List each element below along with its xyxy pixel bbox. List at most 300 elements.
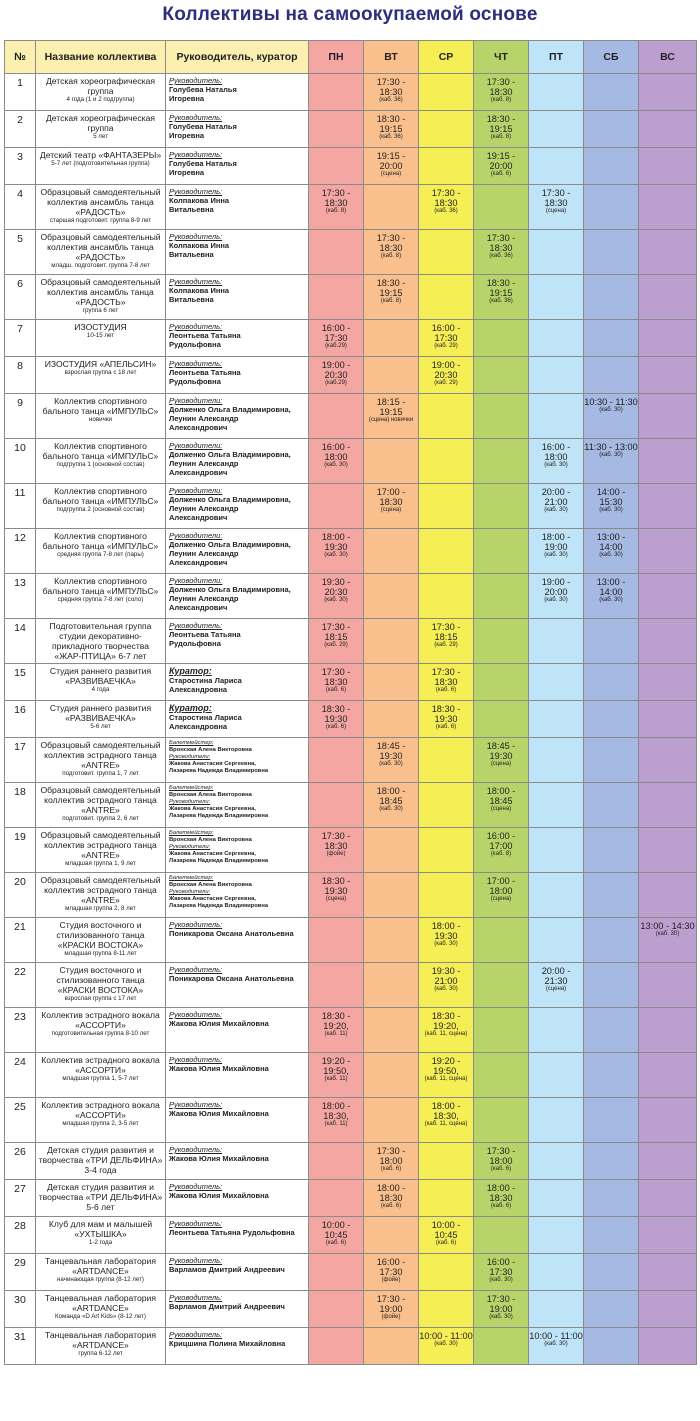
schedule-cell-tue	[364, 1143, 419, 1180]
session-room: (сцена)	[490, 806, 512, 812]
session-time: 17:30 - 18:30	[321, 831, 351, 851]
schedule-cell-sat	[584, 275, 639, 320]
collective-group-info: младшая группа 1, 5-7 лет	[62, 1075, 139, 1082]
session-room: (каб. 11)	[324, 1031, 348, 1037]
schedule-cell-fri	[529, 484, 584, 529]
collective-group-info: 5 лет	[93, 133, 108, 140]
schedule-cell-wed	[419, 1143, 474, 1180]
table-row	[5, 1098, 697, 1143]
schedule-cell-wed	[419, 1254, 474, 1291]
row-number: 31	[5, 1328, 36, 1365]
row-number: 5	[5, 230, 36, 275]
schedule-cell-mon	[309, 111, 364, 148]
session-room: (фойе)	[381, 1314, 401, 1320]
schedule-cell-mon	[309, 1143, 364, 1180]
schedule-cell-thu	[474, 529, 529, 574]
collective-name-cell	[36, 664, 166, 701]
leader-cell	[166, 1008, 309, 1053]
session-room: (каб. 30)	[655, 931, 680, 937]
table-row	[5, 74, 697, 111]
schedule-cell-fri	[529, 230, 584, 275]
schedule-cell-sun	[639, 529, 697, 574]
table-row	[5, 701, 697, 738]
leader-cell	[166, 1217, 309, 1254]
leader-role-label: Руководители:	[169, 844, 211, 850]
leader-cell	[166, 574, 309, 619]
schedule-cell-fri	[529, 574, 584, 619]
collective-name: Образцовый самодеятельный коллектив эстрадного танца «ANTRE»	[40, 785, 161, 815]
collective-name: Коллектив эстрадного вокала «АССОРТИ»	[41, 1055, 160, 1075]
leader-name: Голубева Наталья	[169, 159, 237, 168]
session-time: 20:00 - 21:00	[541, 487, 571, 507]
row-number: 20	[5, 873, 36, 918]
session-time: 19:00 - 20:30	[321, 360, 351, 380]
session-time: 19:00 - 20:00	[541, 577, 571, 597]
schedule-cell-sat	[584, 484, 639, 529]
session-time: 13:00 - 14:30	[640, 921, 695, 931]
collective-name: Танцевальная лаборатория «ARTDANCE»	[44, 1256, 157, 1276]
leader-name: Леонтьева Татьяна Рудольфовна	[169, 1228, 295, 1237]
header-day-sat: СБ	[584, 41, 639, 74]
session-room: (каб. 6)	[435, 724, 457, 730]
session-room: (сцена)	[490, 896, 512, 902]
leader-role-label: Руководитель:	[169, 1055, 223, 1064]
session-time: 17:30 - 19:00	[376, 1294, 406, 1314]
row-number: 10	[5, 439, 36, 484]
schedule-cell-wed	[419, 1180, 474, 1217]
session-time: 18:30 - 19:30	[431, 704, 461, 724]
session-time: 18:00 - 18:30,	[431, 1101, 461, 1121]
leader-role-label: Руководитель:	[169, 1010, 223, 1019]
table-row	[5, 918, 697, 963]
leader-cell	[166, 185, 309, 230]
table-row	[5, 738, 697, 783]
schedule-cell-mon	[309, 574, 364, 619]
schedule-cell-tue	[364, 1254, 419, 1291]
session-room: (каб. 6)	[325, 1240, 347, 1246]
schedule-cell-tue	[364, 111, 419, 148]
schedule-cell-thu	[474, 439, 529, 484]
session-time: 17:30 - 18:00	[486, 1146, 516, 1166]
schedule-cell-fri	[529, 74, 584, 111]
collective-name-cell	[36, 1217, 166, 1254]
schedule-cell-tue	[364, 275, 419, 320]
session-room: (фойе)	[381, 1277, 401, 1283]
table-row	[5, 963, 697, 1008]
leader-name: Жакова Анастасия Сергеевна,	[169, 851, 256, 857]
leader-name: Жакова Анастасия Сергеевна,	[169, 806, 256, 812]
session-room: (каб. 30)	[544, 597, 568, 603]
header-leader: Руководитель, куратор	[166, 41, 309, 74]
schedule-cell-sat	[584, 1291, 639, 1328]
session-time: 17:30 - 18:30	[376, 77, 406, 97]
leader-name: Варламов Дмитрий Андреевич	[169, 1265, 285, 1274]
collective-name-cell	[36, 275, 166, 320]
schedule-cell-sun	[639, 1180, 697, 1217]
leader-name: Старостина Лариса	[169, 676, 242, 685]
table-row	[5, 357, 697, 394]
leader-role-label: Руководитель:	[169, 322, 223, 331]
session-room: (каб. 8)	[490, 97, 512, 103]
schedule-cell-fri	[529, 394, 584, 439]
table-row	[5, 1254, 697, 1291]
session-time: 18:00 - 18:30	[486, 1183, 516, 1203]
leader-name: Александрович	[169, 603, 228, 612]
table-row	[5, 783, 697, 828]
collective-name: Образцовый самодеятельный коллектив эстрадного танца «ANTRE»	[40, 740, 161, 770]
schedule-cell-thu	[474, 783, 529, 828]
schedule-cell-tue	[364, 74, 419, 111]
collective-group-info: младшая группа 8-11 лет	[64, 950, 137, 957]
session-room: (каб. 29)	[434, 642, 458, 648]
row-number: 9	[5, 394, 36, 439]
schedule-cell-fri	[529, 275, 584, 320]
schedule-cell-mon	[309, 619, 364, 664]
schedule-table	[4, 40, 697, 1365]
row-number: 13	[5, 574, 36, 619]
schedule-cell-thu	[474, 664, 529, 701]
leader-cell	[166, 828, 309, 873]
session-room: (каб. 30)	[599, 552, 623, 558]
row-number: 4	[5, 185, 36, 230]
session-time: 17:30 - 18:30	[486, 77, 516, 97]
schedule-cell-tue	[364, 1291, 419, 1328]
schedule-cell-sun	[639, 701, 697, 738]
leader-role-label: Руководитель:	[169, 150, 223, 159]
session-time: 14:00 - 15:30	[596, 487, 626, 507]
row-number: 14	[5, 619, 36, 664]
collective-name: Танцевальная лаборатория «ARTDANCE»	[44, 1330, 157, 1350]
leader-name: Колпакова Инна	[169, 241, 230, 250]
schedule-cell-thu	[474, 828, 529, 873]
schedule-cell-mon	[309, 529, 364, 574]
schedule-cell-fri	[529, 1254, 584, 1291]
schedule-cell-thu	[474, 357, 529, 394]
leader-name: Долженко Ольга Владимировна,	[169, 450, 291, 459]
leader-cell	[166, 664, 309, 701]
session-room: (каб. 36)	[434, 208, 458, 214]
row-number: 24	[5, 1053, 36, 1098]
schedule-cell-mon	[309, 1008, 364, 1053]
collective-group-info: 1-2 года	[88, 1239, 113, 1246]
collective-name: Коллектив спортивного бального танца «ИМПУЛЬС»	[42, 396, 159, 416]
leader-role-label: Руководители:	[169, 441, 223, 450]
session-room: (каб. 6)	[380, 1203, 402, 1209]
table-row	[5, 1217, 697, 1254]
session-room: (сцена)	[325, 896, 347, 902]
leader-name: Голубева Наталья	[169, 122, 237, 131]
schedule-cell-tue	[364, 1008, 419, 1053]
schedule-cell-fri	[529, 738, 584, 783]
schedule-cell-sat	[584, 1217, 639, 1254]
schedule-cell-tue	[364, 148, 419, 185]
row-number: 3	[5, 148, 36, 185]
schedule-cell-sun	[639, 275, 697, 320]
session-time: 16:00 - 17:30	[431, 323, 461, 343]
leader-role-label: Руководитель:	[169, 1145, 223, 1154]
leader-cell	[166, 148, 309, 185]
collective-name-cell	[36, 230, 166, 275]
schedule-cell-mon	[309, 1254, 364, 1291]
schedule-cell-tue	[364, 828, 419, 873]
session-time: 16:00 - 17:30	[486, 1257, 516, 1277]
schedule-cell-mon	[309, 918, 364, 963]
schedule-cell-sun	[639, 1254, 697, 1291]
schedule-cell-thu	[474, 1098, 529, 1143]
header-name: Название коллектива	[36, 41, 166, 74]
schedule-cell-mon	[309, 783, 364, 828]
schedule-cell-sun	[639, 1217, 697, 1254]
schedule-cell-fri	[529, 357, 584, 394]
collective-name: Детская хореографическая группа	[45, 76, 156, 96]
schedule-cell-thu	[474, 1053, 529, 1098]
schedule-cell-thu	[474, 1217, 529, 1254]
session-room: (каб. 11)	[324, 1076, 348, 1082]
leader-name: Леунин Александр	[169, 504, 239, 513]
leader-name: Леунин Александр	[169, 459, 239, 468]
schedule-cell-sun	[639, 783, 697, 828]
row-number: 18	[5, 783, 36, 828]
schedule-cell-tue	[364, 783, 419, 828]
leader-name: Жакова Юлия Михайловна	[169, 1154, 269, 1163]
schedule-cell-wed	[419, 1291, 474, 1328]
schedule-cell-sat	[584, 230, 639, 275]
collective-name: Образцовый самодеятельный коллектив эстрадного танца «ANTRE»	[40, 830, 161, 860]
header-num: №	[5, 41, 36, 74]
leader-name: Долженко Ольга Владимировна,	[169, 540, 291, 549]
session-room: (каб. 30)	[434, 986, 458, 992]
schedule-cell-sun	[639, 1098, 697, 1143]
leader-cell	[166, 1180, 309, 1217]
table-row	[5, 484, 697, 529]
schedule-cell-sun	[639, 1053, 697, 1098]
session-room: (каб. 8)	[380, 298, 402, 304]
table-row	[5, 828, 697, 873]
collective-name-cell	[36, 1328, 166, 1365]
row-number: 25	[5, 1098, 36, 1143]
session-room: (каб. 30)	[379, 806, 403, 812]
session-room: (каб. 8)	[380, 253, 402, 259]
session-room: (каб. 11, сцена)	[424, 1031, 468, 1037]
row-number: 22	[5, 963, 36, 1008]
collective-name-cell	[36, 619, 166, 664]
schedule-cell-sun	[639, 1008, 697, 1053]
schedule-cell-thu	[474, 1143, 529, 1180]
session-room: (сцена) новички	[368, 417, 414, 423]
session-time: 18:45 - 19:30	[376, 741, 406, 761]
schedule-cell-fri	[529, 111, 584, 148]
schedule-cell-thu	[474, 574, 529, 619]
session-room: (каб. 30)	[544, 462, 568, 468]
header-day-thu: ЧТ	[474, 41, 529, 74]
schedule-cell-sun	[639, 664, 697, 701]
schedule-cell-mon	[309, 320, 364, 357]
session-room: (сцена)	[380, 171, 402, 177]
collective-name: Детский театр «ФАНТАЗЕРЫ»	[39, 150, 162, 160]
session-time: 18:00 - 18:30,	[321, 1101, 351, 1121]
schedule-cell-tue	[364, 664, 419, 701]
schedule-cell-wed	[419, 701, 474, 738]
leader-role-label: Руководители:	[169, 799, 211, 805]
schedule-cell-tue	[364, 1328, 419, 1365]
collective-name-cell	[36, 1180, 166, 1217]
collective-name-cell	[36, 918, 166, 963]
collective-name: Коллектив спортивного бального танца «ИМПУЛЬС»	[42, 576, 159, 596]
leader-name: Голубева Наталья	[169, 85, 237, 94]
table-row	[5, 1328, 697, 1365]
schedule-cell-sat	[584, 738, 639, 783]
leader-name: Александровна	[169, 722, 228, 731]
schedule-cell-wed	[419, 484, 474, 529]
collective-group-info: младшая группа 2, 3-5 лет	[62, 1120, 139, 1127]
leader-name: Витальевна	[169, 205, 214, 214]
collective-group-info: группа 6-12 лет	[78, 1350, 123, 1357]
schedule-cell-thu	[474, 111, 529, 148]
session-time: 18:30 - 19:15	[486, 278, 516, 298]
leader-name: Леонтьева Татьяна	[169, 630, 241, 639]
header-day-fri: ПТ	[529, 41, 584, 74]
schedule-cell-tue	[364, 320, 419, 357]
session-time: 18:45 - 19:30	[486, 741, 516, 761]
session-room: (каб. 30)	[599, 452, 623, 458]
schedule-cell-sat	[584, 320, 639, 357]
schedule-cell-mon	[309, 738, 364, 783]
schedule-cell-wed	[419, 275, 474, 320]
table-row	[5, 230, 697, 275]
schedule-cell-wed	[419, 230, 474, 275]
row-number: 12	[5, 529, 36, 574]
leader-cell	[166, 320, 309, 357]
schedule-cell-fri	[529, 1180, 584, 1217]
session-time: 19:20 - 19:50,	[321, 1056, 351, 1076]
schedule-cell-mon	[309, 1291, 364, 1328]
leader-cell	[166, 873, 309, 918]
leader-name: Крицшина Полина Михайловна	[169, 1339, 286, 1348]
schedule-cell-fri	[529, 873, 584, 918]
schedule-cell-sun	[639, 738, 697, 783]
row-number: 7	[5, 320, 36, 357]
leader-cell	[166, 701, 309, 738]
session-room: (каб. 30)	[434, 941, 458, 947]
session-room: (каб. 30)	[489, 1277, 513, 1283]
schedule-cell-sat	[584, 357, 639, 394]
row-number: 6	[5, 275, 36, 320]
collective-name: Подготовительная группа студии декоративно-прикладного творчества «ЖАР-ПТИЦА» 6-7 лет	[49, 621, 152, 661]
leader-role-label: Руководитель:	[169, 1293, 223, 1302]
session-room: (каб. 11, сцена)	[424, 1121, 468, 1127]
schedule-cell-sat	[584, 783, 639, 828]
schedule-cell-wed	[419, 574, 474, 619]
schedule-cell-sat	[584, 1008, 639, 1053]
schedule-cell-sat	[584, 873, 639, 918]
leader-cell	[166, 275, 309, 320]
schedule-cell-sun	[639, 439, 697, 484]
schedule-cell-fri	[529, 1143, 584, 1180]
session-time: 18:30 - 19:15	[376, 278, 406, 298]
session-room: (каб. 30)	[544, 552, 568, 558]
schedule-cell-mon	[309, 701, 364, 738]
session-time: 20:00 - 21:30	[541, 966, 571, 986]
schedule-cell-mon	[309, 1217, 364, 1254]
schedule-cell-sat	[584, 74, 639, 111]
session-room: (каб. 30)	[434, 1341, 458, 1347]
session-room: (каб. 30)	[544, 1341, 568, 1347]
collective-name: Коллектив спортивного бального танца «ИМПУЛЬС»	[42, 531, 159, 551]
schedule-cell-tue	[364, 873, 419, 918]
session-room: (каб. 6)	[325, 687, 347, 693]
session-room: (каб. 36)	[489, 253, 513, 259]
leader-role-label: Руководитель:	[169, 76, 223, 85]
schedule-cell-thu	[474, 275, 529, 320]
row-number: 23	[5, 1008, 36, 1053]
row-number: 2	[5, 111, 36, 148]
session-time: 17:30 - 18:30	[431, 667, 461, 687]
table-row	[5, 185, 697, 230]
schedule-cell-tue	[364, 1053, 419, 1098]
schedule-cell-tue	[364, 619, 419, 664]
leader-role-label: Руководитель:	[169, 621, 223, 630]
session-time: 16:00 - 18:00	[321, 442, 351, 462]
schedule-cell-fri	[529, 1053, 584, 1098]
leader-name: Лазарева Надежда Владимировна	[169, 903, 269, 909]
schedule-cell-sun	[639, 148, 697, 185]
leader-cell	[166, 1098, 309, 1143]
leader-role-label: Руководители:	[169, 754, 211, 760]
leader-cell	[166, 1291, 309, 1328]
schedule-cell-thu	[474, 873, 529, 918]
session-time: 10:00 - 11:00	[419, 1331, 473, 1341]
session-time: 17:30 - 18:30	[486, 233, 516, 253]
schedule-cell-tue	[364, 701, 419, 738]
session-room: (каб. 30)	[379, 761, 403, 767]
collective-name-cell	[36, 783, 166, 828]
collective-group-info: подгруппа 1 (основной состав)	[56, 461, 145, 468]
schedule-cell-sat	[584, 185, 639, 230]
leader-cell	[166, 963, 309, 1008]
session-room: (каб. 11)	[324, 1121, 348, 1127]
leader-cell	[166, 1254, 309, 1291]
collective-name: Образцовый самодеятельный коллектив эстрадного танца «ANTRE»	[40, 875, 161, 905]
leader-name: Старостина Лариса	[169, 713, 242, 722]
collective-name-cell	[36, 1053, 166, 1098]
row-number: 26	[5, 1143, 36, 1180]
collective-name-cell	[36, 111, 166, 148]
schedule-cell-thu	[474, 963, 529, 1008]
leader-name: Вронская Алена Викторовна	[169, 747, 252, 753]
schedule-cell-thu	[474, 1328, 529, 1365]
row-number: 17	[5, 738, 36, 783]
leader-name: Долженко Ольга Владимировна,	[169, 405, 291, 414]
schedule-cell-mon	[309, 230, 364, 275]
table-row	[5, 619, 697, 664]
schedule-cell-mon	[309, 1180, 364, 1217]
collective-name-cell	[36, 439, 166, 484]
collective-name: Танцевальная лаборатория «ARTDANCE»	[44, 1293, 157, 1313]
leader-role-label: Балетмейстер:	[169, 785, 214, 791]
leader-name: Жакова Анастасия Сергеевна,	[169, 761, 256, 767]
schedule-cell-mon	[309, 357, 364, 394]
collective-name: Детская хореографическая группа	[45, 113, 156, 133]
leader-cell	[166, 111, 309, 148]
schedule-cell-thu	[474, 1180, 529, 1217]
schedule-cell-mon	[309, 148, 364, 185]
leader-role-label: Руководитель:	[169, 113, 223, 122]
session-time: 17:30 - 18:30	[431, 188, 461, 208]
schedule-cell-sun	[639, 111, 697, 148]
session-time: 18:30 - 19:30	[321, 876, 351, 896]
schedule-cell-fri	[529, 828, 584, 873]
collective-name: Студия восточного и стилизованного танца «КРАСКИ ВОСТОКА»	[56, 920, 145, 950]
